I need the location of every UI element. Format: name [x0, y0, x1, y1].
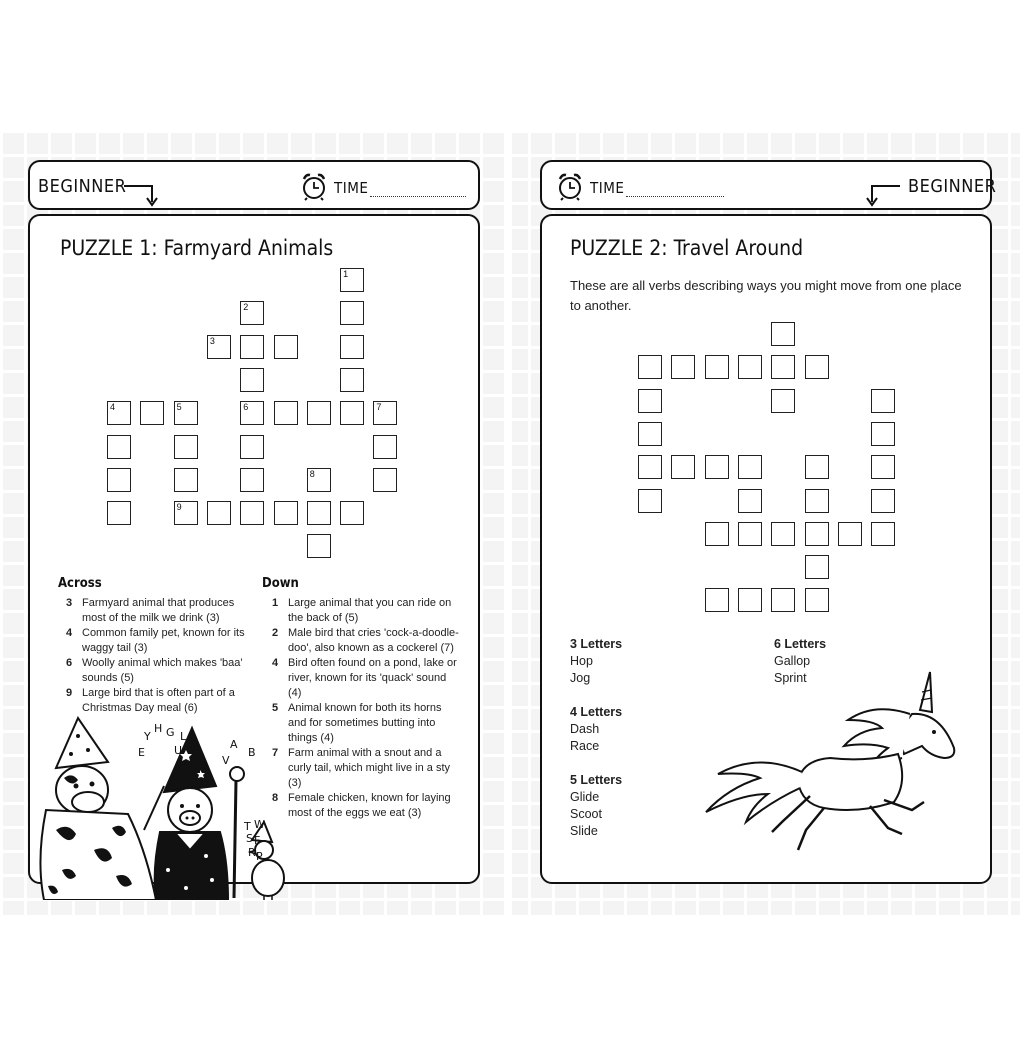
- svg-text:T: T: [244, 820, 251, 833]
- wizard-animals-illustration: [16, 710, 286, 900]
- svg-text:A: A: [230, 738, 238, 751]
- svg-text:S: S: [246, 832, 253, 845]
- puzzle-2-cell[interactable]: [805, 455, 829, 479]
- puzzle-1-cell[interactable]: [240, 401, 264, 425]
- puzzle-2-cell[interactable]: [705, 455, 729, 479]
- puzzle-2-cell[interactable]: [771, 389, 795, 413]
- svg-text:W: W: [254, 818, 265, 831]
- puzzle-2-cell[interactable]: [871, 489, 895, 513]
- puzzle-1-cell[interactable]: [340, 368, 364, 392]
- puzzle-1-cell[interactable]: [307, 534, 331, 558]
- left-header-bar: [28, 160, 480, 210]
- puzzle-2-cell[interactable]: [705, 588, 729, 612]
- puzzle-1-cell[interactable]: [307, 501, 331, 525]
- word-item: Gallop: [774, 654, 811, 668]
- clue-text: Woolly animal which makes 'baa' sounds (5): [82, 657, 243, 684]
- puzzle-2-cell[interactable]: [871, 522, 895, 546]
- word-item: Jog: [570, 671, 591, 685]
- word-group-6-letters: 6 Letters Gallop Sprint: [774, 637, 827, 685]
- puzzle-1-cell[interactable]: [240, 435, 264, 459]
- clue-down-4: [266, 656, 462, 701]
- left-time-label: TIME: [334, 179, 369, 197]
- alarm-clock-icon: [300, 171, 328, 201]
- puzzle-2-cell[interactable]: [805, 489, 829, 513]
- puzzle-2-intro: These are all verbs describing ways you might move from one place to another.: [570, 278, 962, 313]
- grid-number: 3: [209, 335, 215, 346]
- puzzle-2-cell[interactable]: [638, 422, 662, 446]
- svg-text:U: U: [174, 744, 183, 757]
- puzzle-2-cell[interactable]: [738, 455, 762, 479]
- puzzle-1-cell[interactable]: [107, 501, 131, 525]
- word-item: Sprint: [774, 671, 807, 685]
- puzzle-1-cell[interactable]: [107, 468, 131, 492]
- left-level-label: BEGINNER: [38, 176, 127, 197]
- grid-number: 6: [243, 402, 249, 413]
- puzzle-2-cell[interactable]: [838, 522, 862, 546]
- puzzle-2-cell[interactable]: [738, 355, 762, 379]
- word-group-4-letters: 4 Letters Dash Race: [570, 705, 623, 753]
- puzzle-1-cell[interactable]: [140, 401, 164, 425]
- word-item: Slide: [570, 824, 598, 838]
- puzzle-1-cell[interactable]: [307, 401, 331, 425]
- clue-text: Large bird that is often part of a Christmas Day meal (6): [82, 687, 235, 714]
- word-item: Race: [570, 739, 600, 753]
- word-item: Dash: [570, 722, 600, 736]
- svg-text:H: H: [154, 722, 163, 735]
- clue-text: Animal known for both its horns and for sometimes butting into things (4): [288, 702, 442, 744]
- grid-number: 9: [176, 502, 182, 513]
- down-heading: Down: [262, 576, 299, 591]
- word-item: Hop: [570, 654, 593, 668]
- grid-number: 5: [176, 402, 182, 413]
- puzzle-2-cell[interactable]: [805, 555, 829, 579]
- puzzle-1-cell[interactable]: [207, 501, 231, 525]
- puzzle-1-cell[interactable]: [240, 468, 264, 492]
- clue-text: Common family pet, known for its waggy tail (3): [82, 627, 245, 654]
- svg-text:F: F: [254, 834, 261, 847]
- left-time-field[interactable]: [370, 196, 466, 197]
- puzzle-2-cell[interactable]: [638, 355, 662, 379]
- puzzle-2-cell[interactable]: [738, 489, 762, 513]
- puzzle-2-title: PUZZLE 2: Travel Around: [570, 236, 804, 260]
- puzzle-1-cell[interactable]: [373, 435, 397, 459]
- puzzle-2-cell[interactable]: [638, 455, 662, 479]
- svg-text:P: P: [256, 850, 263, 863]
- puzzle-1-cell[interactable]: [274, 335, 298, 359]
- puzzle-2-cell[interactable]: [871, 455, 895, 479]
- puzzle-2-cell[interactable]: [771, 322, 795, 346]
- clue-number: 9: [66, 687, 73, 699]
- puzzle-1-cell[interactable]: [340, 401, 364, 425]
- bent-arrow-icon: [862, 182, 902, 208]
- clue-text: Farm animal with a snout and a curly tail, which might live in a sty (3): [288, 747, 450, 789]
- puzzle-1-title: PUZZLE 1: Farmyard Animals: [60, 236, 334, 260]
- puzzle-1-cell[interactable]: [340, 268, 364, 292]
- down-clue-list: [266, 596, 462, 821]
- svg-text:G: G: [166, 726, 175, 739]
- clue-text: Male bird that cries 'cock-a-doodle-doo', also known as a cockerel (7): [288, 627, 459, 654]
- puzzle-1-cell[interactable]: [340, 301, 364, 325]
- puzzle-1-cell[interactable]: [174, 435, 198, 459]
- puzzle-2-cell[interactable]: [671, 455, 695, 479]
- clue-text: Bird often found on a pond, lake or river, known for its 'quack' sound (4): [288, 657, 457, 699]
- puzzle-2-cell[interactable]: [871, 389, 895, 413]
- grid-number: 8: [309, 468, 315, 479]
- across-heading: Across: [58, 576, 102, 591]
- grid-number: 7: [376, 402, 382, 413]
- left-puzzle-panel: [28, 214, 480, 884]
- puzzle-2-cell[interactable]: [738, 522, 762, 546]
- grid-number: 4: [110, 402, 116, 413]
- puzzle-2-cell[interactable]: [871, 422, 895, 446]
- right-level-label: BEGINNER: [908, 176, 997, 197]
- puzzle-1-cell[interactable]: [373, 468, 397, 492]
- word-item: Scoot: [570, 807, 602, 821]
- puzzle-2-cell[interactable]: [771, 522, 795, 546]
- unicorn-illustration: [698, 662, 978, 862]
- word-group-5-letters: 5 Letters Glide Scoot Slide: [570, 773, 623, 838]
- puzzle-1-cell[interactable]: [274, 401, 298, 425]
- puzzle-2-cell[interactable]: [705, 355, 729, 379]
- puzzle-1-cell[interactable]: [240, 368, 264, 392]
- puzzle-1-cell[interactable]: [307, 468, 331, 492]
- clue-across-4: [60, 626, 256, 656]
- bent-arrow-icon: [122, 182, 162, 208]
- clue-down-7: [266, 746, 462, 791]
- clue-text: Farmyard animal that produces most of the milk we drink (3): [82, 597, 235, 624]
- clue-number: 7: [272, 747, 279, 759]
- clue-down-8: [266, 791, 462, 821]
- clue-down-5: [266, 701, 462, 746]
- svg-text:R: R: [248, 846, 256, 859]
- puzzle-1-cell[interactable]: [340, 501, 364, 525]
- clue-text: Female chicken, known for laying most of the eggs we eat (3): [288, 792, 451, 819]
- puzzle-1-cell[interactable]: [373, 401, 397, 425]
- puzzle-2-cell[interactable]: [738, 588, 762, 612]
- puzzle-2-cell[interactable]: [638, 389, 662, 413]
- puzzle-1-cell[interactable]: [107, 435, 131, 459]
- clue-number: 5: [272, 702, 279, 714]
- svg-text:L: L: [180, 730, 187, 743]
- puzzle-1-cell[interactable]: [174, 401, 198, 425]
- grid-number: 1: [343, 269, 349, 279]
- clue-text: Large animal that you can ride on the back of (5): [288, 597, 452, 624]
- word-group-3-letters: 3 Letters Hop Jog: [570, 637, 623, 685]
- clue-down-1: [266, 596, 462, 626]
- puzzle-2-cell[interactable]: [671, 355, 695, 379]
- clue-across-3: [60, 596, 256, 626]
- puzzle-1-cell[interactable]: [240, 501, 264, 525]
- right-time-label: TIME: [590, 179, 625, 197]
- svg-text:E: E: [138, 746, 145, 759]
- puzzle-1-cell[interactable]: [274, 501, 298, 525]
- puzzle-1-cell[interactable]: [174, 468, 198, 492]
- right-time-field[interactable]: [626, 196, 724, 197]
- puzzle-1-cell[interactable]: [340, 335, 364, 359]
- across-clue-list: [60, 596, 256, 716]
- grid-number: 2: [243, 302, 249, 313]
- puzzle-1-cell[interactable]: [240, 335, 264, 359]
- puzzle-1-cell[interactable]: [174, 501, 198, 525]
- puzzle-1-cell[interactable]: [240, 301, 264, 325]
- clue-down-2: [266, 626, 462, 656]
- clue-number: 8: [272, 792, 279, 804]
- alarm-clock-icon: [556, 171, 584, 201]
- clue-across-6: [60, 656, 256, 686]
- puzzle-2-cell[interactable]: [771, 355, 795, 379]
- puzzle-2-cell[interactable]: [771, 588, 795, 612]
- puzzle-2-cell[interactable]: [705, 522, 729, 546]
- puzzle-2-cell[interactable]: [805, 588, 829, 612]
- svg-text:V: V: [222, 754, 230, 767]
- svg-text:Y: Y: [144, 730, 151, 743]
- clue-number: 4: [66, 627, 73, 639]
- right-puzzle-panel: [540, 214, 992, 884]
- clue-number: 4: [272, 657, 279, 669]
- clue-number: 6: [66, 657, 73, 669]
- clue-number: 1: [272, 597, 279, 609]
- puzzle-2-cell[interactable]: [638, 489, 662, 513]
- puzzle-2-cell[interactable]: [805, 355, 829, 379]
- puzzle-1-cell[interactable]: [107, 401, 131, 425]
- puzzle-1-cell[interactable]: [207, 335, 231, 359]
- puzzle-2-cell[interactable]: [805, 522, 829, 546]
- word-item: Glide: [570, 790, 600, 804]
- clue-number: 3: [66, 597, 73, 609]
- clue-number: 2: [272, 627, 279, 639]
- svg-text:B: B: [248, 746, 256, 759]
- right-header-bar: [540, 160, 997, 210]
